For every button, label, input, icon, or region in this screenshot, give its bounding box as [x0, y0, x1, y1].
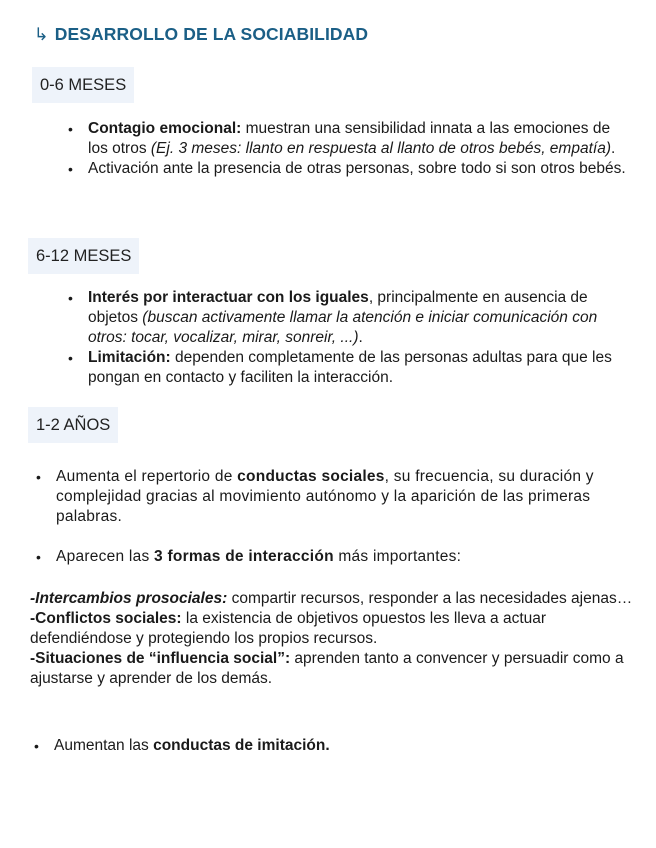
item-bold: 3 formas de interacción [154, 548, 334, 565]
item-pre: Aumentan las [54, 737, 154, 754]
item-bold: conductas sociales [237, 468, 385, 485]
form-influence [30, 649, 642, 689]
form-text: aprenden tanto a convencer y persuadir como a ajustarse y aprender de los demás. [30, 650, 624, 687]
list-item [34, 736, 634, 756]
list-item [68, 159, 628, 179]
item-text: muestran una sensibilidad innata a las emociones de los otros [88, 120, 611, 157]
list-0-6 [68, 119, 628, 179]
item-italic: (Ej. 3 meses: llanto en respuesta al llanto de otros bebés, empatía) [150, 140, 611, 157]
stage-label-6-12: 6-12 MESES [28, 238, 139, 274]
list-item [36, 547, 636, 567]
list-6-12 [68, 288, 640, 388]
form-bold: -Intercambios prosociales: [30, 590, 228, 607]
form-text: la existencia de objetivos opuestos les lleva a actuar defendiéndose y protegiendo los propios recursos. [30, 610, 547, 647]
item-pre: Aparecen las [56, 548, 155, 565]
list-item [36, 467, 636, 527]
list-item [68, 288, 640, 348]
item-bold: Interés por interactuar con los iguales [88, 289, 369, 306]
form-bold: -Conflictos sociales: [30, 610, 182, 627]
title-text: DESARROLLO DE LA SOCIABILIDAD [54, 24, 369, 44]
item-bold: Limitación: [88, 349, 171, 366]
item-tail: . [610, 140, 616, 157]
list-1-2-forms-intro [36, 547, 636, 567]
item-text: , principalmente en ausencia de objetos [88, 289, 588, 326]
list-item [68, 348, 640, 388]
list-imitation [34, 736, 634, 756]
item-text: dependen completamente de las personas adultas para que les pongan en contacto y faciliten la interacción. [88, 349, 612, 386]
item-text: , su frecuencia, su duración y complejidad gracias al movimiento autónomo y la aparición de las primeras palabras. [56, 468, 594, 525]
item-italic: (buscan activamente llamar la atención e iniciar comunicación con otros: tocar, vocalizar, mirar, sonreir, ...) [88, 309, 598, 346]
arrow-icon: ↳ [34, 24, 49, 44]
item-tail: . [358, 329, 363, 346]
interaction-forms [30, 589, 642, 689]
form-prosocial [30, 589, 642, 609]
item-text: Activación ante la presencia de otras personas, sobre todo si son otros bebés. [88, 160, 626, 177]
item-pre: Aumenta el repertorio de [56, 468, 238, 485]
form-bold: -Situaciones de “influencia social”: [30, 650, 291, 667]
form-text: compartir recursos, responder a las necesidades ajenas… [227, 590, 633, 607]
item-bold: conductas de imitación. [153, 737, 330, 754]
list-1-2 [36, 467, 636, 527]
stage-label-1-2: 1-2 AÑOS [28, 407, 118, 443]
item-text: más importantes: [333, 548, 462, 565]
page-title [34, 24, 368, 45]
item-bold: Contagio emocional: [88, 120, 242, 137]
stage-label-0-6: 0-6 MESES [32, 67, 134, 103]
form-conflicts [30, 609, 642, 649]
list-item [68, 119, 628, 159]
